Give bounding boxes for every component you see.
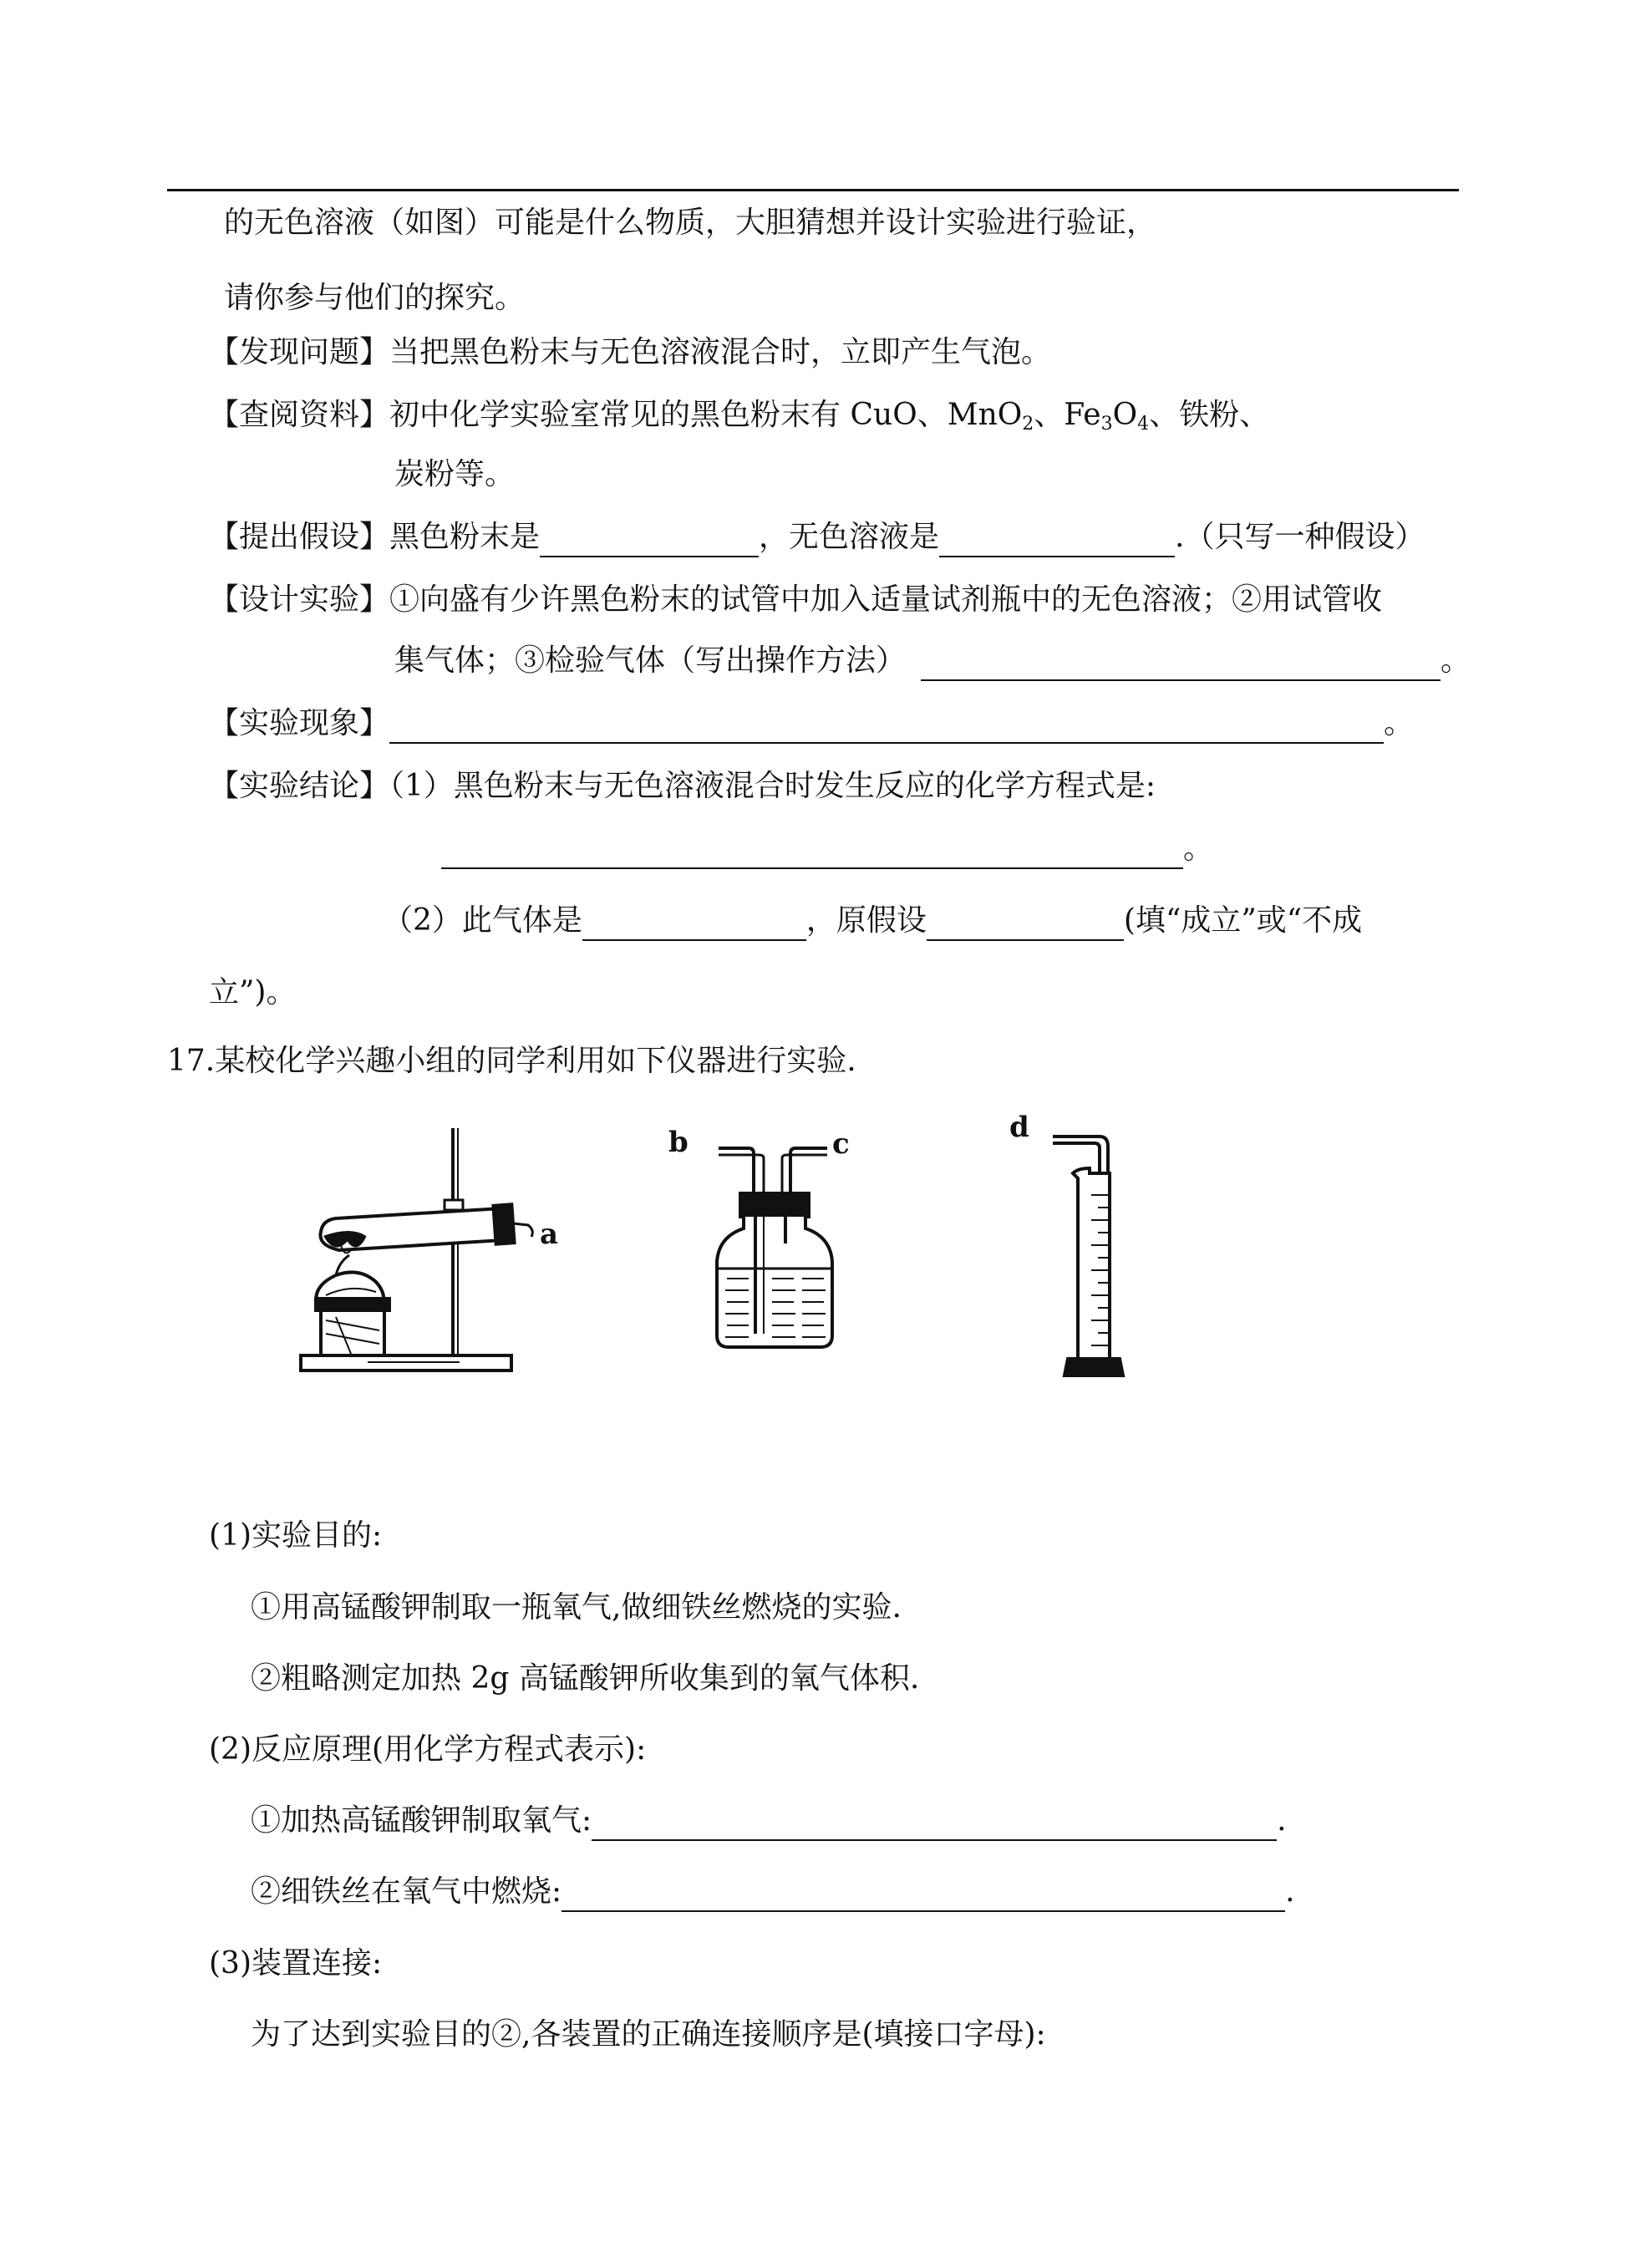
answer-blank[interactable] — [921, 648, 1441, 681]
conclusion-text: ，原假设 — [805, 903, 927, 938]
reference-data — [209, 395, 1269, 435]
connection-text: 为了达到实验目的②,各装置的正确连接顺序是(填接口字母): — [251, 2017, 1046, 2052]
label-b: b — [668, 1126, 689, 1159]
punctuation: 。 — [1441, 643, 1471, 678]
principle-text: ②细铁丝在氧气中燃烧: — [251, 1874, 562, 1909]
principle-text: ①加热高锰酸钾制取氧气: — [251, 1803, 592, 1838]
answer-blank[interactable] — [441, 836, 1183, 869]
equation-line — [441, 829, 1213, 869]
experiment-phenomenon — [209, 704, 1414, 744]
aim-heading: (1)实验目的: — [209, 1518, 383, 1553]
section-tag: 【查阅资料】 — [209, 398, 390, 432]
label-d: d — [1009, 1111, 1029, 1144]
experiment-conclusion — [209, 766, 1156, 806]
connection-heading: (3)装置连接: — [209, 1946, 383, 1981]
punctuation: . — [1285, 1874, 1295, 1909]
aim-2: ②粗略测定加热 2g 高锰酸钾所收集到的氧气体积. — [251, 1661, 920, 1696]
heating-apparatus-figure — [292, 1111, 543, 1379]
subscript: 2 — [1022, 414, 1034, 435]
reference-text: O — [1112, 398, 1138, 432]
label-a: a — [540, 1218, 559, 1251]
punctuation: 。 — [1183, 831, 1214, 866]
reference-text: 初中化学实验室常见的黑色粉末有 CuO、MnO — [389, 398, 1023, 432]
answer-blank[interactable] — [540, 524, 759, 557]
design-text: 集气体；③检验气体（写出操作方法） — [394, 643, 907, 678]
section-tag: 【提出假设】 — [209, 520, 390, 554]
text-line-2: 请你参与他们的探究。 — [224, 281, 526, 315]
answer-blank[interactable] — [927, 908, 1124, 941]
reference-text: 、Fe — [1034, 398, 1101, 432]
punctuation: . — [1277, 1803, 1287, 1838]
graduated-cylinder-figure — [1053, 1111, 1145, 1379]
hypothesis-text: 黑色粉末是 — [389, 520, 541, 554]
discover-problem — [209, 333, 1051, 373]
principle-1 — [251, 1801, 1287, 1841]
label-c: c — [832, 1127, 850, 1161]
subscript: 4 — [1137, 414, 1150, 435]
conclusion-text: (填“成立”或“不成 — [1123, 903, 1363, 938]
conclusion-2 — [383, 901, 1362, 941]
design-experiment — [209, 580, 1382, 620]
design-experiment-cont — [394, 641, 1471, 681]
text-line-1: 的无色溶液（如图）可能是什么物质，大胆猜想并设计实验进行验证， — [224, 206, 1157, 240]
section-tag: 【实验现象】 — [209, 706, 390, 740]
answer-blank[interactable] — [389, 710, 1384, 744]
conclusion-2-cont: 立”)。 — [209, 975, 297, 1009]
answer-blank[interactable] — [592, 1808, 1277, 1841]
reference-text-cont: 炭粉等。 — [394, 457, 516, 491]
question-17: 17.某校化学兴趣小组的同学利用如下仪器进行实验. — [167, 1044, 856, 1078]
conclusion-text: （1）黑色粉末与无色溶液混合时发生反应的化学方程式是: — [389, 769, 1156, 803]
hypothesis-text: ，无色溶液是 — [759, 520, 940, 554]
section-tag: 【实验结论】 — [209, 769, 390, 803]
section-text: 当把黑色粉末与无色溶液混合时，立即产生气泡。 — [389, 335, 1052, 369]
hypothesis-text: .（只写一种假设） — [1175, 520, 1425, 554]
reference-text: 、铁粉、 — [1149, 398, 1270, 432]
principle-heading: (2)反应原理(用化学方程式表示): — [209, 1732, 647, 1767]
header-rule — [167, 189, 1459, 191]
answer-blank[interactable] — [939, 524, 1175, 557]
section-tag: 【发现问题】 — [209, 335, 390, 369]
subscript: 3 — [1100, 414, 1113, 435]
aim-1: ①用高锰酸钾制取一瓶氧气,做细铁丝燃烧的实验. — [251, 1590, 902, 1625]
answer-blank[interactable] — [561, 1879, 1285, 1912]
gas-bottle-figure — [702, 1128, 852, 1354]
section-tag: 【设计实验】 — [209, 582, 390, 617]
design-text: ①向盛有少许黑色粉末的试管中加入适量试剂瓶中的无色溶液；②用试管收 — [389, 582, 1383, 617]
conclusion-text: （2）此气体是 — [383, 903, 582, 938]
principle-2 — [251, 1872, 1295, 1912]
answer-blank[interactable] — [582, 908, 806, 941]
hypothesis — [209, 517, 1425, 557]
punctuation: 。 — [1384, 706, 1415, 740]
